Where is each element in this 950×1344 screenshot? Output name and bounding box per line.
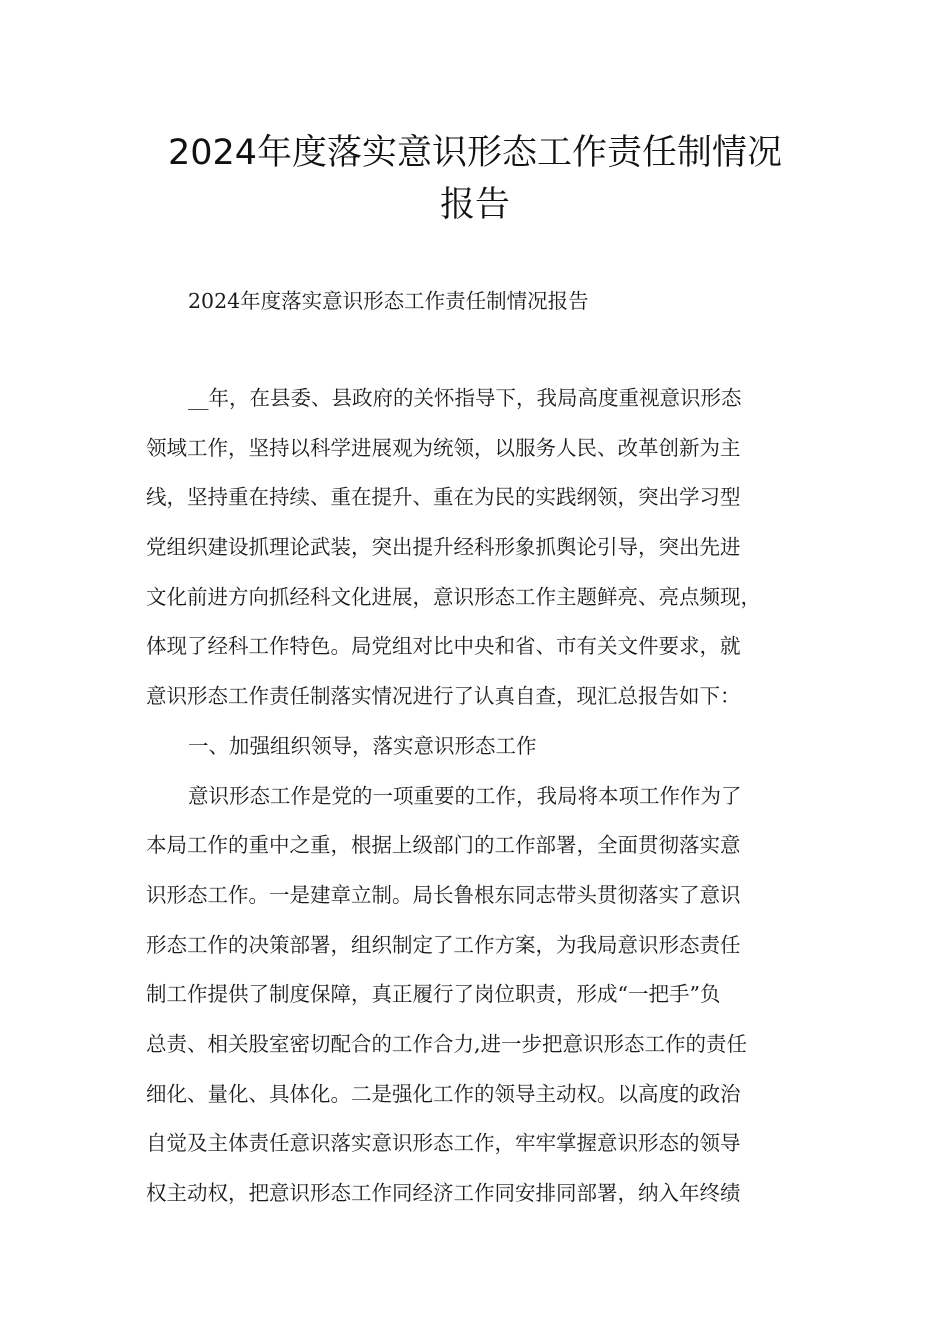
body-line: 细化、量化、具体化。二是强化工作的领导主动权。以高度的政治 (146, 1081, 741, 1106)
body-line: 意识形态工作是党的一项重要的工作，我局将本项工作作为了 (188, 783, 742, 808)
document-subtitle: 2024年度落实意识形态工作责任制情况报告 (188, 289, 589, 313)
section-heading: 一、加强组织领导，落实意识形态工作 (188, 733, 537, 758)
body-line: 制工作提供了制度保障，真正履行了岗位职责，形成“一把手”负 (146, 982, 721, 1007)
body-line: 党组织建设抓理论武装，突出提升经科形象抓舆论引导，突出先进 (146, 535, 741, 560)
body-line: __年，在县委、县政府的关怀指导下，我局高度重视意识形态 (188, 386, 742, 410)
body-line: 线，坚持重在持续、重在提升、重在为民的实践纲领，突出学习型 (146, 485, 741, 510)
body-line: 文化前进方向抓经科文化进展，意识形态工作主题鲜亮、亮点频现， (146, 584, 761, 609)
body-line: 本局工作的重中之重，根据上级部门的工作部署，全面贯彻落实意 (146, 833, 741, 858)
document-title-line-1: 2024年度落实意识形态工作责任制情况 (167, 133, 783, 173)
body-line: 自觉及主体责任意识落实意识形态工作，牢牢掌握意识形态的领导 (146, 1131, 741, 1156)
body-line: 意识形态工作责任制落实情况进行了认真自查，现汇总报告如下： (146, 684, 741, 709)
body-line: 领域工作，坚持以科学进展观为统领，以服务人民、改革创新为主 (146, 435, 741, 460)
document-title-line-2: 报告 (439, 185, 510, 225)
body-line: 识形态工作。一是建章立制。局长鲁根东同志带头贯彻落实了意识 (146, 882, 741, 907)
body-line: 总责、相关股室密切配合的工作合力,进一步把意识形态工作的责任 (146, 1031, 748, 1056)
body-line: 权主动权，把意识形态工作同经济工作同安排同部署，纳入年终绩 (146, 1181, 741, 1205)
body-line: 形态工作的决策部署，组织制定了工作方案，为我局意识形态责任 (146, 932, 741, 957)
document-body (146, 381, 846, 1226)
body-line: 体现了经科工作特色。局党组对比中央和省、市有关文件要求，就 (146, 634, 741, 659)
